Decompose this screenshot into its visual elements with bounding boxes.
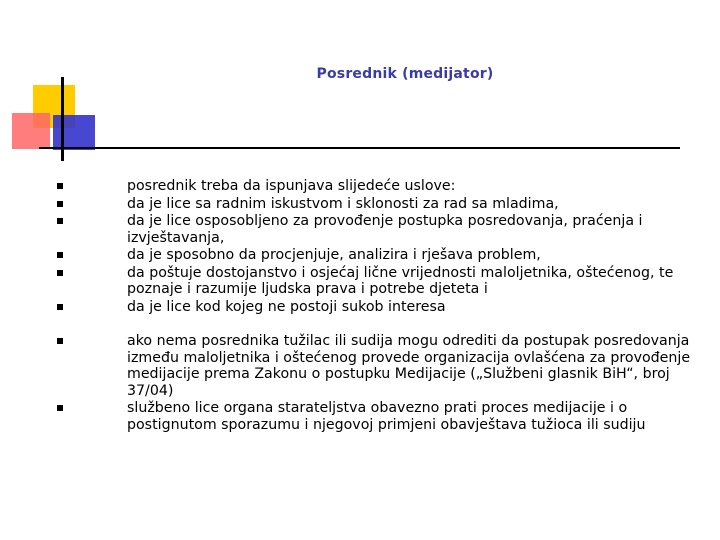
list-item-text: službeno lice organa starateljstva obavezno prati proces medijacije i o postignutom sporazumu i njegovoj primjeni obavještava tužioca ili sudiju (127, 400, 646, 433)
bullet-square-icon (57, 201, 63, 207)
title-divider-line (39, 147, 680, 149)
bullet-square-icon (57, 338, 63, 344)
slide-title: Posrednik (medijator) (316, 66, 494, 82)
decorative-red-square (12, 113, 50, 149)
list-item (57, 400, 697, 433)
bullet-square-icon (57, 270, 63, 276)
list-item-text: da je lice sa radnim iskustvom i sklonosti za rad sa mladima, (127, 195, 559, 212)
list-item (57, 299, 697, 316)
list-item (57, 333, 697, 399)
bullet-square-icon (57, 405, 63, 411)
list-item (57, 247, 697, 264)
list-item (57, 196, 697, 213)
list-item-text: da je lice kod kojeg ne postoji sukob interesa (127, 298, 446, 315)
bullet-square-icon (57, 252, 63, 258)
bullet-square-icon (57, 183, 63, 189)
list-item-text: da je sposobno da procjenjuje, analizira i rješava problem, (127, 247, 541, 263)
list-item-text: posrednik treba da ispunjava slijedeće uslove: (127, 178, 456, 194)
bullet-square-icon (57, 218, 63, 224)
list-item-text: da je lice osposobljeno za provođenje postupka posredovanja, praćenja i izvještavanja, (127, 213, 643, 246)
decorative-blue-square (53, 115, 95, 150)
list-item (57, 265, 697, 298)
list-item (57, 213, 697, 246)
list-item-text: da poštuje dostojanstvo i osjećaj lične vrijednosti maloljetnika, oštećenog, te poznaje i razumije ljudska prava i potrebe djeteta i (127, 264, 674, 297)
list-item-text: ako nema posrednika tužilac ili sudija mogu odrediti da postupak posredovanja između maloljetnika i oštećenog provede organizacija ovlašćena za provođenje medijacije prema Zakonu o postupku Medijacije („Službeni glasnik BiH“, broj 37/04) (127, 333, 691, 399)
bullet-square-icon (57, 304, 63, 310)
list-item (57, 178, 697, 195)
bullet-list (57, 178, 697, 433)
